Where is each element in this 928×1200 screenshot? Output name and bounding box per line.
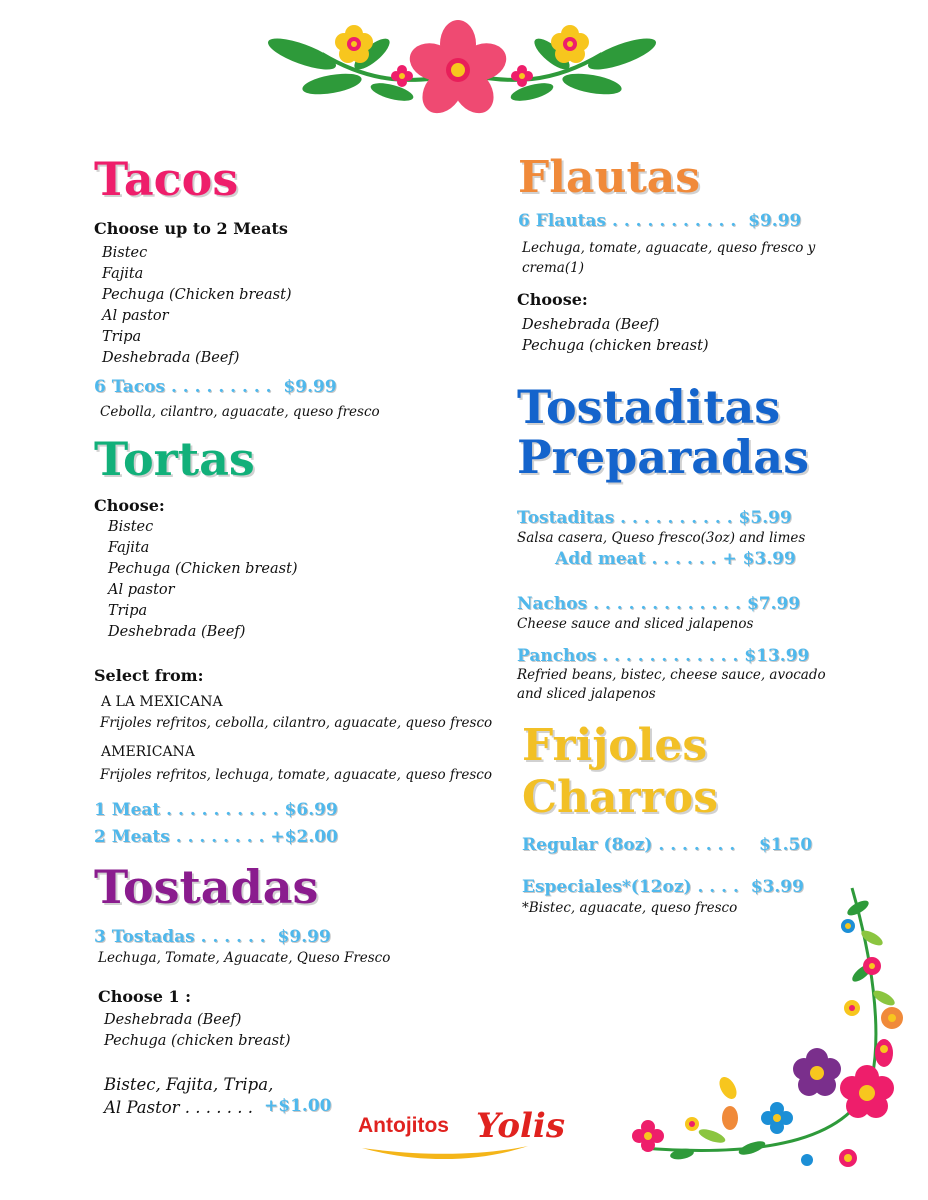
tortas-price-2-meats: 2 Meats . . . . . . . . +$2.00 — [94, 827, 338, 847]
tortas-option-americana: AMERICANA — [101, 744, 195, 760]
tostadas-title: Tostadas — [94, 860, 319, 914]
tostaditas-item1-price: Tostaditas . . . . . . . . . . $5.99 — [517, 508, 792, 528]
nachos-price: Nachos . . . . . . . . . . . . . $7.99 — [517, 594, 801, 614]
tortas-option-mexicana-desc: Frijoles refritos, cebolla, cilantro, aguacate, queso fresco — [100, 715, 493, 731]
logo-word-antojitos: Antojitos — [358, 1114, 449, 1137]
flautas-title: Flautas — [518, 152, 701, 203]
tortas-option-americana-desc: Frijoles refritos, lechuga, tomate, aguacate, queso fresco — [100, 767, 492, 783]
logo-word-yolis: Yolis — [476, 1106, 565, 1146]
list-item: Deshebrada (Beef) — [102, 350, 240, 366]
frijoles-especiales-price: Especiales*(12oz) . . . . $3.99 — [522, 877, 804, 897]
tostadas-extra-line2: Al Pastor . . . . . . . — [104, 1098, 253, 1117]
logo-swoosh — [360, 1142, 530, 1164]
list-item: Pechuga (chicken breast) — [104, 1033, 291, 1049]
frijoles-especiales-note: *Bistec, aguacate, queso fresco — [522, 900, 738, 916]
list-item: Pechuga (Chicken breast) — [102, 287, 292, 303]
tortas-title: Tortas — [94, 432, 255, 486]
tostadas-extra-price: +$1.00 — [264, 1096, 332, 1116]
list-item: Tripa — [102, 329, 142, 345]
list-item: Fajita — [108, 540, 150, 556]
tostadas-extra-line1: Bistec, Fajita, Tripa, — [104, 1075, 274, 1094]
list-item: Pechuga (chicken breast) — [522, 338, 709, 354]
list-item: Tripa — [108, 603, 148, 619]
tostadas-price: 3 Tostadas . . . . . . $9.99 — [94, 927, 331, 947]
tostadas-choose-label: Choose 1 : — [98, 987, 192, 1006]
panchos-price: Panchos . . . . . . . . . . . . $13.99 — [517, 646, 810, 666]
tostadas-description: Lechuga, Tomate, Aguacate, Queso Fresco — [98, 950, 391, 966]
panchos-desc: Refried beans, bistec, cheese sauce, avocado and sliced jalapenos — [517, 667, 826, 702]
tacos-title: Tacos — [94, 152, 239, 206]
tortas-meat-list — [108, 517, 298, 643]
flautas-meat-list — [522, 315, 709, 357]
tacos-meat-list — [102, 243, 292, 369]
frijoles-regular-price: Regular (8oz) . . . . . . . $1.50 — [522, 835, 813, 855]
tostaditas-item1-addon: Add meat . . . . . . + $3.99 — [555, 549, 796, 569]
frijoles-title-line2: Charros — [522, 772, 719, 823]
nachos-desc: Cheese sauce and sliced jalapenos — [517, 616, 754, 632]
list-item: Pechuga (Chicken breast) — [108, 561, 298, 577]
list-item: Deshebrada (Beef) — [108, 624, 246, 640]
tortas-select-label: Select from: — [94, 666, 204, 685]
list-item: Al pastor — [102, 308, 169, 324]
list-item: Al pastor — [108, 582, 175, 598]
list-item: Deshebrada (Beef) — [522, 317, 660, 333]
restaurant-logo — [356, 1108, 576, 1168]
tacos-description: Cebolla, cilantro, aguacate, queso fresco — [100, 404, 380, 420]
list-item: Bistec — [108, 519, 154, 535]
tacos-price: 6 Tacos . . . . . . . . . $9.99 — [94, 377, 337, 397]
flautas-price: 6 Flautas . . . . . . . . . . . $9.99 — [518, 211, 802, 231]
top-floral-decoration — [262, 14, 662, 126]
tortas-choose-label: Choose: — [94, 496, 165, 515]
list-item: Fajita — [102, 266, 144, 282]
list-item: Deshebrada (Beef) — [104, 1012, 242, 1028]
flautas-description: Lechuga, tomate, aguacate, queso fresco y crema(1) — [522, 240, 816, 276]
flautas-choose-label: Choose: — [517, 290, 588, 309]
tostaditas-title-line2: Preparadas — [517, 430, 809, 484]
tacos-subtitle: Choose up to 2 Meats — [94, 219, 288, 238]
frijoles-title-line1: Frijoles — [522, 720, 708, 771]
list-item: Bistec — [102, 245, 148, 261]
corner-floral-decoration — [622, 878, 922, 1178]
tostaditas-title-line1: Tostaditas — [517, 380, 781, 434]
tostaditas-item1-desc: Salsa casera, Queso fresco(3oz) and limes — [517, 530, 806, 546]
tortas-price-1-meat: 1 Meat . . . . . . . . . . $6.99 — [94, 800, 338, 820]
tortas-option-mexicana: A LA MEXICANA — [101, 694, 223, 710]
tostadas-meat-list — [104, 1010, 291, 1052]
